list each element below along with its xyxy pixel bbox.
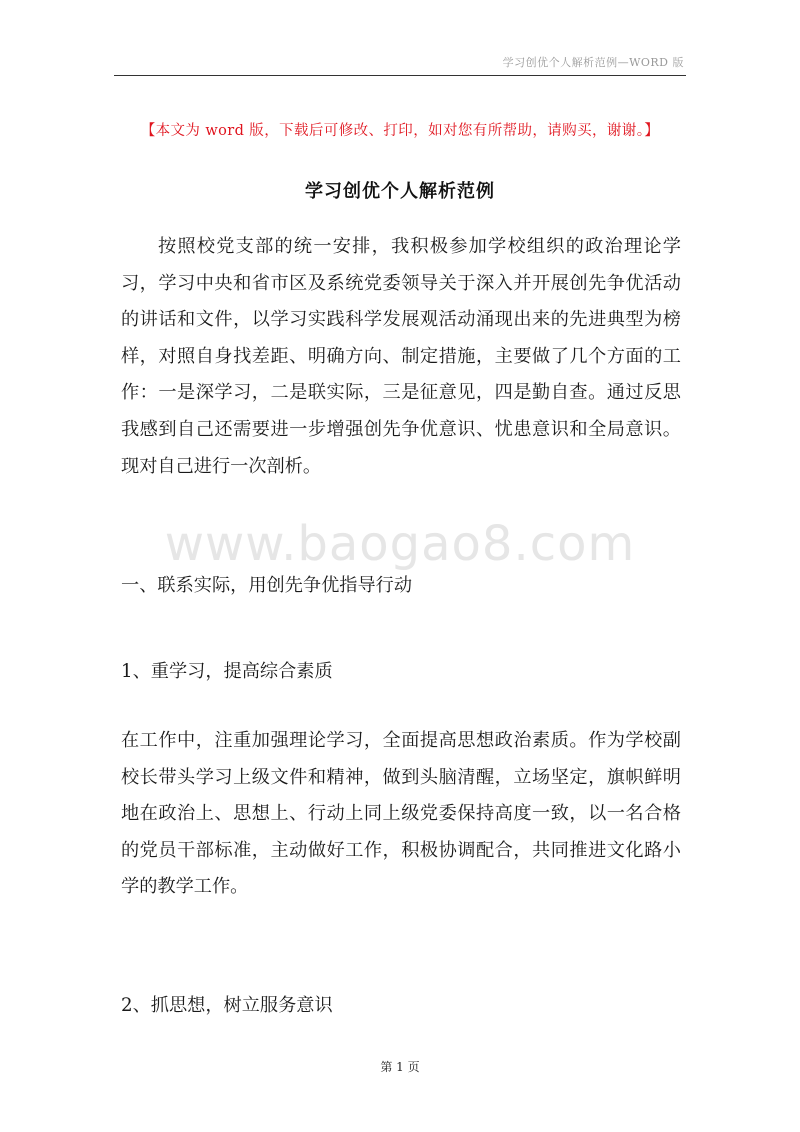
word-version-notice: 【本文为 word 版，下载后可修改、打印，如对您有所帮助，请购买，谢谢。】 bbox=[140, 123, 660, 139]
header-divider bbox=[114, 75, 686, 76]
intro-paragraph: 按照校党支部的统一安排，我积极参加学校组织的政治理论学习，学习中央和省市区及系统党委领导关于深入并开展创先争优活动的讲话和文件，以学习实践科学发展观活动涌现出来的先进典型为榜样，对照自身找差距、明确方向、制定措施，主要做了几个方面的工作：一是深学习，二是联实际，三是征意见，四是勤自查。通过反思我感到自己还需要进一步增强创先争优意识、忧患意识和全局意识。现对自己进行一次剖析。 bbox=[121, 236, 681, 477]
page-number: 第 1 页 bbox=[380, 1060, 420, 1074]
item-heading-2: 2、抓思想，树立服务意识 bbox=[121, 995, 333, 1016]
document-title: 学习创优个人解析范例 bbox=[305, 181, 495, 202]
site-watermark: www.baogao8.com bbox=[164, 516, 636, 572]
item-heading-1: 1、重学习，提高综合素质 bbox=[121, 661, 333, 682]
running-header: 学习创优个人解析范例—WORD 版 bbox=[502, 56, 684, 69]
section-heading-1: 一、联系实际，用创先争优指导行动 bbox=[121, 575, 413, 596]
item-1-paragraph: 在工作中，注重加强理论学习，全面提高思想政治素质。作为学校副校长带头学习上级文件和精神，做到头脑清醒，立场坚定，旗帜鲜明地在政治上、思想上、行动上同上级党委保持高度一致，以一名合格的党员干部标准，主动做好工作，积极协调配合，共同推进文化路小学的教学工作。 bbox=[121, 730, 681, 898]
